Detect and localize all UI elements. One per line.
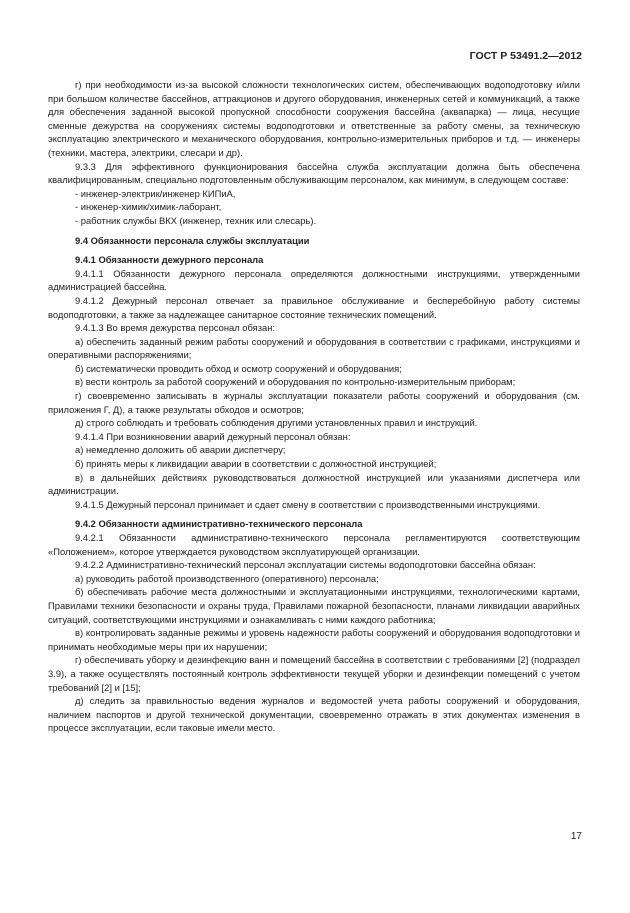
- paragraph: д) строго соблюдать и требовать соблюдения другими установленных правил и инструкций.: [75, 417, 478, 429]
- paragraph: 9.4.1.5 Дежурный персонал принимает и сдает смену в соответствии с производственными инструкциями.: [75, 498, 541, 510]
- paragraph: а) обеспечить заданный режим работы сооружений и оборудования в соответствии с графиками, инструкциями и оперативными распоряжениями;: [48, 335, 580, 361]
- list-item: - инженер-электрик/инженер КИПиА,: [75, 187, 236, 199]
- subsection-heading: 9.4.1 Обязанности дежурного персонала: [75, 254, 264, 266]
- paragraph: г) при необходимости из-за высокой сложности технологических систем, обеспечивающих водоподготовку и/или при большом количестве бассейнов, аттракционов и другого оборудования, инженерных сетей и коммуникаций, а также для обеспечения заданной высокой пропускной способности сооружения бассейна (аквапарка) — лица, несущие сменные дежурства на сооружениях системы водоподготовки и ответственные за работу смены, за техническую эксплуатацию электрического и механического оборудования, контрольно-измерительных приборов и т.д. — инженеры (техники, мастера, электрики, слесари и др).: [48, 79, 580, 158]
- list-item: - работник службы ВКХ (инженер, техник или слесарь).: [75, 214, 317, 226]
- paragraph: 9.4.1.1 Обязанности дежурного персонала определяются должностными инструкциями, утвержденными администрацией бассейна.: [48, 267, 580, 293]
- paragraph: 9.4.1.2 Дежурный персонал отвечает за правильное обслуживание и бесперебойную работу системы водоподготовки, а также за надлежащее санитарное состояние технических помещений.: [48, 294, 580, 320]
- paragraph: в) в дальнейших действиях руководствоваться должностной инструкцией или указаниями диспетчера или администрации.: [48, 471, 580, 497]
- paragraph: в) контролировать заданные режимы и уровень надежности работы сооружений и оборудования водоподготовки и принимать необходимые меры при их нарушении;: [48, 627, 580, 652]
- paragraph: а) немедленно доложить об аварии диспетчеру;: [75, 444, 286, 456]
- paragraph: а) руководить работой производственного (оперативного) персонала;: [75, 572, 379, 584]
- paragraph: г) своевременно записывать в журналы эксплуатации показатели работы сооружений и оборудования (см. приложения Г, Д), а также результаты обходов и осмотров;: [48, 390, 580, 415]
- list-item: - инженер-химик/химик-лаборант,: [75, 201, 222, 213]
- paragraph: б) обеспечивать рабочие места должностными и эксплуатационными инструкциями, технологическими картами, Правилами техники безопасности и охраны труда, Правилами пожарной безопасности, планами ликвидации аварийных ситуаций, соответствующими инструкциями и ознакамливать с ними каждого работника;: [48, 586, 580, 625]
- paragraph: 9.4.1.3 Во время дежурства персонал обязан:: [75, 322, 276, 334]
- paragraph: б) принять меры к ликвидации аварии в соответствии с должностной инструкцией;: [75, 458, 437, 470]
- paragraph: д) следить за правильностью ведения журналов и ведомостей учета работы сооружений и оборудования, наличием паспортов и другой технической документации, своевременно отражать в этих документах изменения в процессе эксплуатации, если таковые имели место.: [48, 695, 580, 734]
- section-heading: 9.4 Обязанности персонала службы эксплуатации: [75, 234, 310, 246]
- paragraph: г) обеспечивать уборку и дезинфекцию ванн и помещений бассейна в соответствии с требованиями [2] (подраздел 3.9), а также осуществлять постоянный контроль эффективности текущей уборки и дезинфекции помещений с учетом требований [2] и [15];: [48, 654, 580, 693]
- subsection-heading: 9.4.2 Обязанности административно-технического персонала: [75, 518, 363, 530]
- paragraph: 9.4.2.2 Административно-технический персонал эксплуатации системы водоподготовки бассейна обязан:: [75, 559, 536, 571]
- paragraph: б) систематически проводить обход и осмотр сооружений и оборудования;: [75, 362, 402, 374]
- paragraph: 9.4.2.1 Обязанности административно-технического персонала регламентируются соответствующим «Положением», которое утверждается руководством эксплуатирующей организации.: [48, 532, 580, 557]
- paragraph: 9.4.1.4 При возникновении аварий дежурный персонал обязан:: [75, 430, 351, 442]
- document-body: [48, 78, 580, 735]
- page-number: 17: [570, 831, 582, 842]
- document-header: ГОСТ Р 53491.2—2012: [469, 50, 582, 62]
- paragraph: 9.3.3 Для эффективного функционирования бассейна служба эксплуатации должна быть обеспечена квалифицированным, специально подготовленным обслуживающим персоналом, как минимум, в следующем составе:: [48, 160, 580, 186]
- paragraph: в) вести контроль за работой сооружений и оборудования по контрольно-измерительным приборам;: [75, 376, 516, 388]
